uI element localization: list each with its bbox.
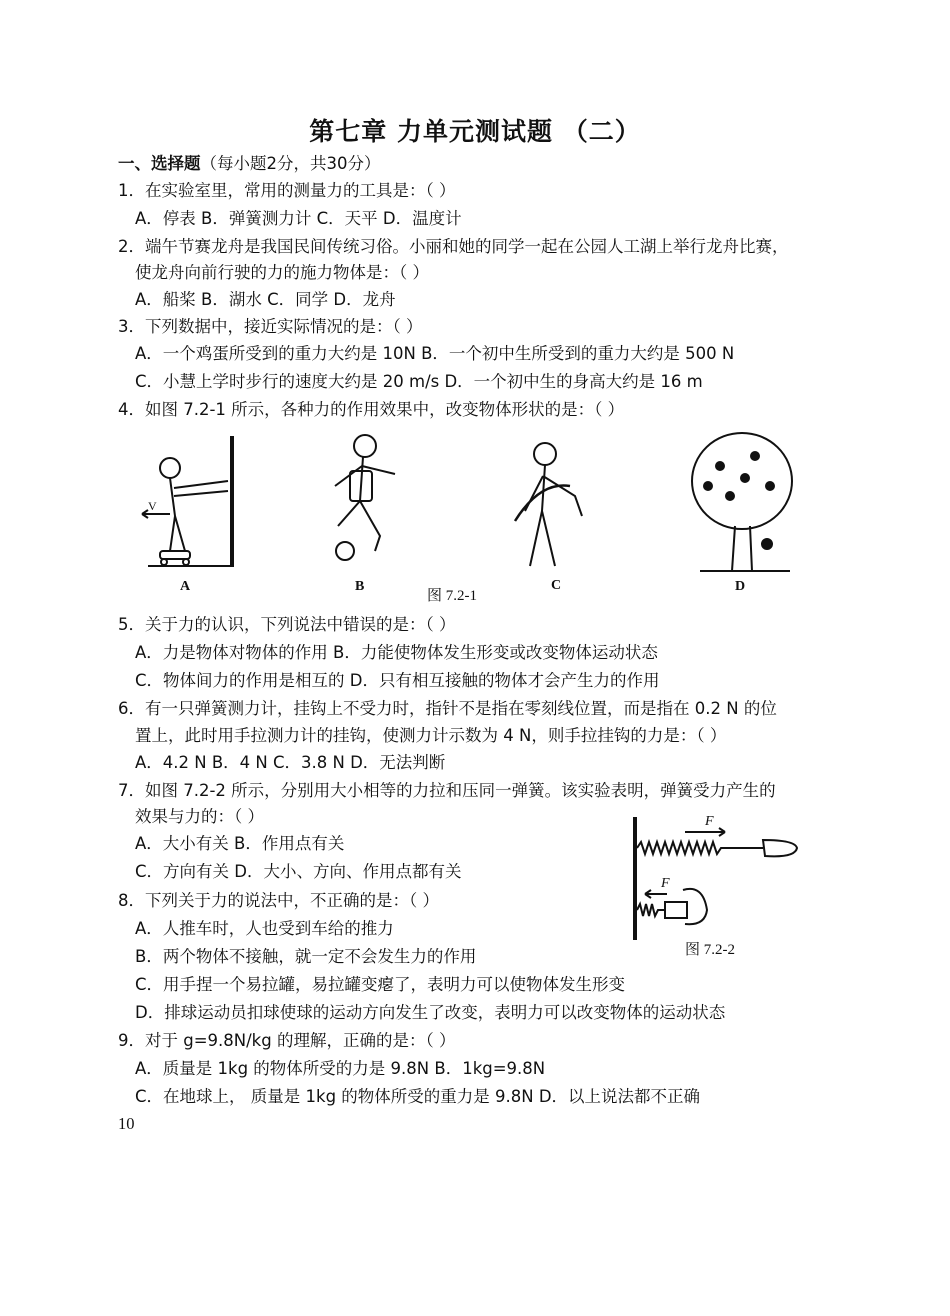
question-2-stem-cont: 使龙舟向前行驶的力的施力物体是：（ ） [135, 263, 429, 282]
question-10-stem: 10 [118, 1114, 135, 1133]
figure-7-2-2-caption: 图 7.2-2 [685, 942, 735, 958]
figure-7-2-2-force-label-bottom: F [661, 876, 670, 891]
question-3-stem: 3．下列数据中，接近实际情况的是：（ ） [118, 317, 423, 336]
figure-7-2-1 [130, 426, 830, 604]
question-9-option-ab: A．质量是 1kg 的物体所受的力是 9.8N B．1kg=9.8N [135, 1059, 546, 1078]
question-8-option-d: D．排球运动员扣球使球的运动方向发生了改变，表明力可以改变物体的运动状态 [135, 1003, 726, 1022]
figure-a-velocity-label: V [148, 499, 157, 513]
question-2-stem: 2．端午节赛龙舟是我国民间传统习俗。小丽和她的同学一起在公园人工湖上举行龙舟比赛， [118, 237, 789, 256]
section-note: （每小题2分，共30分） [200, 154, 381, 173]
figure-7-2-2 [625, 812, 805, 958]
question-2-options: A．船桨 B．湖水 C．同学 D．龙舟 [135, 290, 396, 309]
question-7-stem-cont: 效果与力的：（ ） [135, 807, 264, 826]
question-7-option-ab: A．大小有关 B．作用点有关 [135, 834, 345, 853]
question-7-stem: 7．如图 7.2-2 所示，分别用大小相等的力拉和压同一弹簧。该实验表明，弹簧受力产生的 [118, 781, 776, 800]
figure-7-2-2-force-label-top: F [705, 814, 714, 829]
question-1-options: A．停表 B．弹簧测力计 C．天平 D．温度计 [135, 209, 462, 228]
figure-b-label: B [355, 579, 365, 594]
question-6-stem-cont: 置上，此时用手拉测力计的挂钩，使测力计示数为 4 N，则手拉挂钩的力是：（ ） [135, 726, 727, 745]
question-8-stem: 8．下列关于力的说法中，不正确的是：（ ） [118, 891, 439, 910]
figure-d-tree-illustration [692, 433, 792, 571]
figure-7-2-2-spring-illustration [635, 817, 797, 940]
question-9-stem: 9．对于 g=9.8N/kg 的理解，正确的是：（ ） [118, 1031, 456, 1050]
figure-c-archer-illustration [515, 443, 582, 566]
question-4-stem: 4．如图 7.2-1 所示，各种力的作用效果中，改变物体形状的是：（ ） [118, 400, 625, 419]
question-5-option-cd: C．物体间力的作用是相互的 D．只有相互接触的物体才会产生力的作用 [135, 671, 660, 690]
figure-c-label: C [551, 578, 562, 593]
question-9-option-cd: C．在地球上， 质量是 1kg 的物体所受的重力是 9.8N D．以上说法都不正确 [135, 1087, 701, 1106]
section-heading [118, 153, 381, 175]
question-5-stem: 5．关于力的认识，下列说法中错误的是：（ ） [118, 615, 456, 634]
question-3-option-ab: A．一个鸡蛋所受到的重力大约是 10N B．一个初中生所受到的重力大约是 500 N [135, 344, 735, 363]
question-3-option-cd: C．小慧上学时步行的速度大约是 20 m/s D．一个初中生的身高大约是 16 m [135, 372, 703, 391]
question-1-stem: 1．在实验室里，常用的测量力的工具是：（ ） [118, 181, 456, 200]
section-label: 一、选择题 [118, 154, 201, 173]
figure-b-kicker-illustration [335, 435, 395, 560]
question-8-option-c: C．用手捏一个易拉罐，易拉罐变瘪了，表明力可以使物体发生形变 [135, 975, 626, 994]
question-6-stem: 6．有一只弹簧测力计，挂钩上不受力时，指针不是指在零刻线位置，而是指在 0.2 N 的位 [118, 699, 777, 718]
question-8-option-a: A．人推车时，人也受到车给的推力 [135, 919, 394, 938]
question-7-option-cd: C．方向有关 D．大小、方向、作用点都有关 [135, 862, 462, 881]
figure-a-label: A [180, 579, 191, 594]
question-8-option-b: B．两个物体不接触，就一定不会发生力的作用 [135, 947, 477, 966]
question-6-options: A．4.2 N B．4 N C．3.8 N D．无法判断 [135, 753, 446, 772]
page-title: 第七章 力单元测试题 （二） [309, 117, 641, 146]
figure-7-2-1-caption: 图 7.2-1 [427, 588, 477, 604]
figure-d-label: D [735, 579, 746, 594]
question-5-option-ab: A．力是物体对物体的作用 B．力能使物体发生形变或改变物体运动状态 [135, 643, 658, 662]
